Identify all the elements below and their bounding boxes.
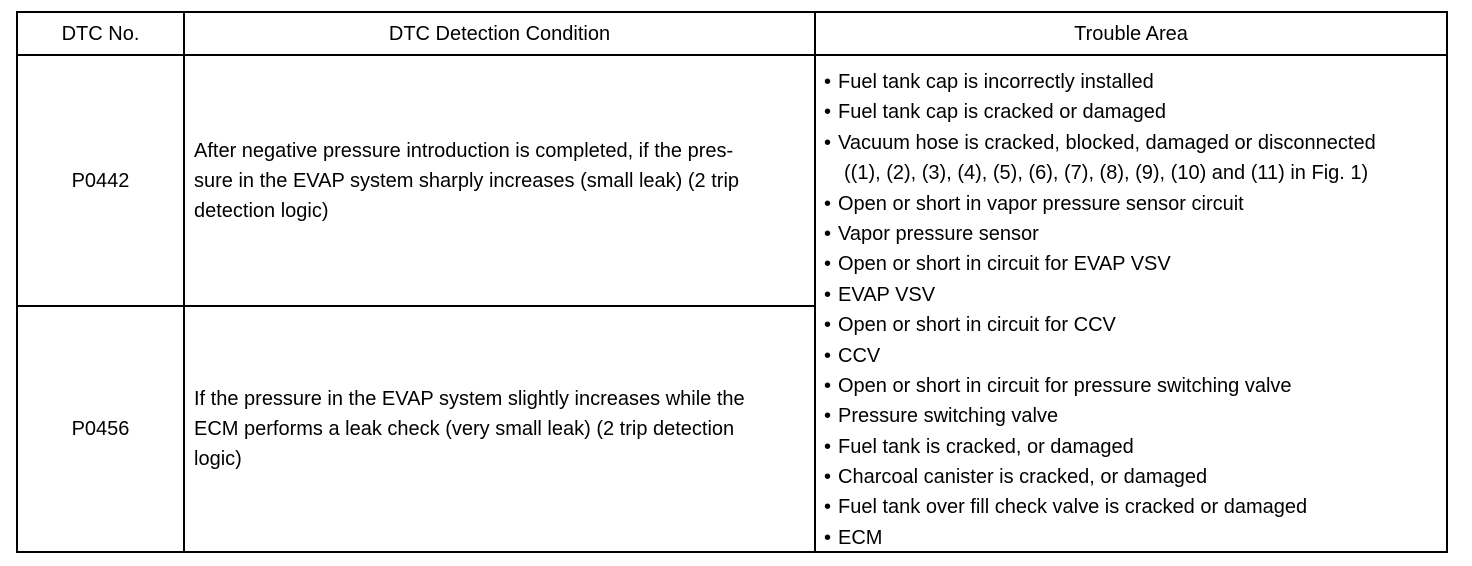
condition-p0456: [194, 307, 809, 551]
list-item-text: Open or short in circuit for CCV: [838, 314, 1116, 337]
list-item: [824, 432, 1444, 462]
list-item: [824, 341, 1444, 371]
list-item-text: ((1), (2), (3), (4), (5), (6), (7), (8), (9), (10) and (11) in Fig. 1): [844, 162, 1369, 185]
list-item: [824, 97, 1444, 127]
list-item-text: Charcoal canister is cracked, or damaged: [838, 466, 1208, 489]
bullet-icon: •: [824, 496, 832, 519]
bullet-icon: •: [824, 71, 832, 93]
bullet-icon: •: [824, 283, 832, 306]
list-item: [824, 371, 1444, 401]
list-item-text: Fuel tank cap is incorrectly installed: [838, 71, 1154, 93]
bullet-icon: •: [824, 344, 832, 367]
trouble-area-cell: [824, 67, 1444, 551]
list-item-text: CCV: [838, 344, 881, 367]
condition-line: detection logic): [194, 199, 329, 222]
list-item-text: EVAP VSV: [838, 283, 936, 306]
list-item-text: ECM: [838, 526, 883, 549]
list-item: [824, 492, 1444, 522]
list-item-text: Fuel tank is cracked, or damaged: [838, 435, 1134, 458]
header-dtc-no: DTC No.: [61, 22, 140, 45]
list-item-text: Vapor pressure sensor: [838, 222, 1039, 245]
list-item-text: Fuel tank cap is cracked or damaged: [838, 101, 1166, 124]
header-trouble-area: Trouble Area: [1074, 22, 1188, 45]
list-item: [824, 219, 1444, 249]
bullet-icon: •: [824, 466, 832, 489]
condition-p0442: [194, 56, 809, 305]
list-item-continuation: [824, 158, 1444, 188]
list-item: [824, 280, 1444, 310]
list-item: [824, 189, 1444, 219]
header-detection-condition: DTC Detection Condition: [388, 22, 611, 45]
condition-line: sure in the EVAP system sharply increases (small leak) (2 trip: [194, 169, 740, 192]
list-item: [824, 128, 1444, 158]
column-divider-1: [183, 13, 185, 551]
condition-line: If the pressure in the EVAP system slightly increases while the: [194, 388, 745, 410]
condition-line: logic): [194, 448, 242, 470]
column-divider-2: [814, 13, 816, 551]
bullet-icon: •: [824, 131, 832, 154]
bullet-icon: •: [824, 192, 832, 215]
dtc-table: [16, 11, 1448, 553]
list-item: [824, 310, 1444, 340]
list-item: [824, 249, 1444, 279]
list-item-text: Open or short in vapor pressure sensor circuit: [838, 192, 1244, 215]
list-item: [824, 523, 1444, 553]
list-item-text: Open or short in circuit for EVAP VSV: [838, 253, 1171, 276]
list-item-text: Open or short in circuit for pressure switching valve: [838, 374, 1292, 397]
list-item-text: Fuel tank over fill check valve is cracked or damaged: [838, 496, 1308, 519]
list-item: [824, 401, 1444, 431]
condition-line: After negative pressure introduction is completed, if the pres-: [194, 139, 734, 162]
bullet-icon: •: [824, 222, 832, 245]
condition-line: ECM performs a leak check (very small leak) (2 trip detection: [194, 418, 735, 440]
bullet-icon: •: [824, 374, 832, 397]
list-item: [824, 67, 1444, 97]
bullet-icon: •: [824, 435, 832, 458]
trouble-area-list: [824, 67, 1444, 553]
bullet-icon: •: [824, 253, 832, 276]
condition-text: [194, 136, 739, 226]
list-item-text: Vacuum hose is cracked, blocked, damaged or disconnected: [838, 131, 1376, 154]
list-item: [824, 462, 1444, 492]
bullet-icon: •: [824, 314, 832, 337]
list-item-text: Pressure switching valve: [838, 405, 1059, 428]
bullet-icon: •: [824, 526, 832, 549]
condition-text: [194, 384, 745, 474]
dtc-code-p0456: P0456: [71, 418, 130, 440]
dtc-code-p0442: P0442: [71, 169, 130, 192]
bullet-icon: •: [824, 405, 832, 428]
bullet-icon: •: [824, 101, 832, 124]
